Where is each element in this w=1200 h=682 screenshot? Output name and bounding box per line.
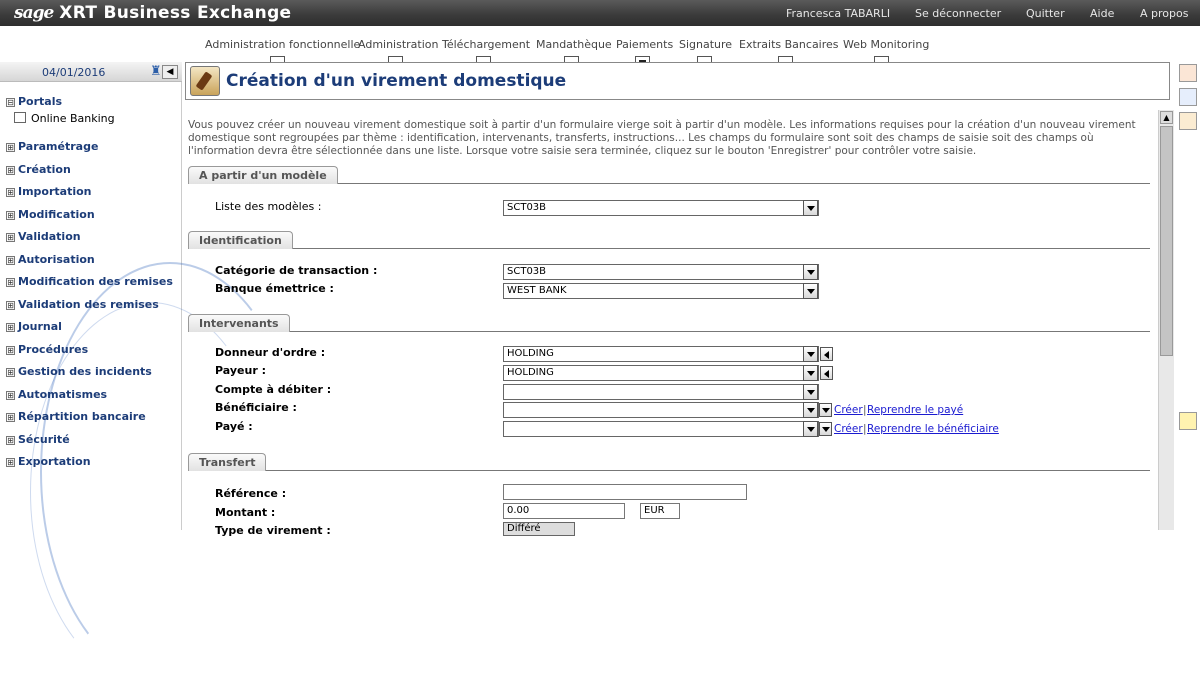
refresh-icon[interactable] bbox=[1179, 412, 1197, 430]
date-bar bbox=[0, 62, 182, 82]
sidebar-item-automatismes[interactable]: ⊞ Automatismes bbox=[7, 388, 108, 401]
donneur-select[interactable]: HOLDING bbox=[503, 346, 819, 362]
dropdown-arrow-icon[interactable] bbox=[803, 402, 818, 418]
nav-paiements[interactable]: Paiements bbox=[616, 38, 674, 51]
banque-label: Banque émettrice : bbox=[215, 282, 334, 295]
link-separator: | bbox=[863, 404, 867, 416]
sidebar-item-securite[interactable]: ⊞ Sécurité bbox=[7, 433, 70, 446]
section-modele-title: A partir d'un modèle bbox=[188, 166, 338, 184]
link-separator: | bbox=[863, 423, 867, 435]
nav-telechargement[interactable]: Téléchargement bbox=[442, 38, 531, 51]
compte-label: Compte à débiter : bbox=[215, 383, 332, 396]
expand-icon[interactable]: ⊞ bbox=[7, 166, 14, 175]
app-brand bbox=[14, 3, 291, 23]
sidebar-item-procedures[interactable]: ⊞ Procédures bbox=[7, 343, 89, 356]
expand-icon[interactable]: ⊞ bbox=[7, 188, 14, 197]
donneur-lookup-icon[interactable] bbox=[820, 347, 833, 361]
calculator-icon[interactable] bbox=[1179, 64, 1197, 82]
top-bar bbox=[0, 0, 1200, 26]
sidebar-item-journal[interactable]: ⊞ Journal bbox=[7, 320, 62, 333]
beneficiaire-label: Bénéficiaire : bbox=[215, 401, 297, 414]
dropdown-arrow-icon[interactable] bbox=[803, 283, 818, 299]
payeur-label: Payeur : bbox=[215, 364, 266, 377]
section-intervenants bbox=[188, 314, 1150, 332]
dropdown-arrow-icon[interactable] bbox=[803, 200, 818, 216]
expand-icon[interactable]: ⊞ bbox=[7, 323, 14, 332]
section-identification-title: Identification bbox=[188, 231, 293, 249]
dropdown-arrow-icon[interactable] bbox=[803, 365, 818, 381]
sidebar-item-creation[interactable]: ⊞ Création bbox=[7, 163, 71, 176]
currency-input[interactable]: EUR bbox=[640, 503, 680, 519]
liste-modeles-select[interactable]: SCT03B bbox=[503, 200, 819, 216]
collapse-left-icon[interactable]: ◀ bbox=[162, 65, 178, 79]
banque-select[interactable]: WEST BANK bbox=[503, 283, 819, 299]
sidebar-item-parametrage[interactable]: ⊞ Paramétrage bbox=[7, 140, 99, 153]
section-modele bbox=[188, 166, 1150, 184]
categorie-select[interactable]: SCT03B bbox=[503, 264, 819, 280]
sidebar-item-repartition-bancaire[interactable]: ⊞ Répartition bancaire bbox=[7, 410, 146, 423]
expand-icon[interactable]: ⊞ bbox=[7, 368, 14, 377]
nav-web-monitoring[interactable]: Web Monitoring bbox=[843, 38, 930, 51]
current-date: 04/01/2016 bbox=[42, 66, 106, 79]
scroll-thumb[interactable] bbox=[1160, 126, 1173, 356]
dropdown-arrow-icon[interactable] bbox=[803, 384, 818, 400]
sidebar-item-modification-remises[interactable]: ⊞ Modification des remises bbox=[7, 275, 173, 288]
expand-icon[interactable]: ⊞ bbox=[7, 391, 14, 400]
type-virement-label: Type de virement : bbox=[215, 524, 331, 537]
quit-link[interactable]: Quitter bbox=[1026, 7, 1065, 20]
liste-modeles-label: Liste des modèles : bbox=[215, 200, 322, 213]
pencil-icon bbox=[190, 66, 220, 96]
payeur-lookup-icon[interactable] bbox=[820, 366, 833, 380]
montant-label: Montant : bbox=[215, 506, 276, 519]
beneficiaire-creer-link[interactable]: Créer bbox=[834, 404, 863, 416]
mail-icon[interactable] bbox=[1179, 88, 1197, 106]
paye-select[interactable] bbox=[503, 421, 819, 437]
section-identification bbox=[188, 231, 1150, 249]
expand-icon[interactable]: ⊞ bbox=[7, 436, 14, 445]
nav-mandatheque[interactable]: Mandathèque bbox=[536, 38, 612, 51]
payeur-select[interactable]: HOLDING bbox=[503, 365, 819, 381]
nav-extraits-bancaires[interactable]: Extraits Bancaires bbox=[739, 38, 839, 51]
sidebar-item-modification[interactable]: ⊞ Modification bbox=[7, 208, 95, 221]
donneur-label: Donneur d'ordre : bbox=[215, 346, 326, 359]
main-content bbox=[185, 110, 1155, 537]
expand-icon[interactable]: ⊞ bbox=[7, 211, 14, 220]
compte-select[interactable] bbox=[503, 384, 819, 400]
section-transfert-title: Transfert bbox=[188, 453, 266, 471]
paye-creer-link[interactable]: Créer bbox=[834, 423, 863, 435]
expand-icon[interactable]: ⊞ bbox=[7, 143, 14, 152]
expand-icon[interactable]: ⊞ bbox=[7, 256, 14, 265]
sidebar-item-online-banking[interactable]: Online Banking bbox=[14, 112, 115, 125]
sage-logo: sage bbox=[14, 3, 54, 23]
expand-icon[interactable]: ⊞ bbox=[7, 233, 14, 242]
expand-icon[interactable]: ⊞ bbox=[7, 458, 14, 467]
about-link[interactable]: A propos bbox=[1140, 7, 1189, 20]
expand-icon[interactable]: ⊞ bbox=[7, 346, 14, 355]
beneficiaire-menu-icon[interactable] bbox=[819, 403, 832, 417]
collapse-icon[interactable]: ⊟ bbox=[7, 98, 14, 107]
nav-signature[interactable]: Signature bbox=[679, 38, 733, 51]
montant-input[interactable]: 0.00 bbox=[503, 503, 625, 519]
user-name: Francesca TABARLI bbox=[786, 7, 891, 20]
nav-administration[interactable]: Administration bbox=[358, 38, 439, 51]
sidebar-item-exportation[interactable]: ⊞ Exportation bbox=[7, 455, 91, 468]
sidebar-item-portals[interactable]: ⊟ Portals bbox=[7, 95, 63, 108]
beneficiaire-select[interactable] bbox=[503, 402, 819, 418]
vertical-scrollbar[interactable] bbox=[1158, 110, 1174, 530]
expand-icon[interactable]: ⊞ bbox=[7, 301, 14, 310]
dropdown-arrow-icon[interactable] bbox=[803, 421, 818, 437]
sidebar-item-validation[interactable]: ⊞ Validation bbox=[7, 230, 81, 243]
nav-admin-fonctionnelle[interactable]: Administration fonctionnelle bbox=[205, 38, 361, 51]
paye-label: Payé : bbox=[215, 420, 253, 433]
help-link[interactable]: Aide bbox=[1090, 7, 1115, 20]
page-header bbox=[185, 62, 1170, 100]
page-title: Création d'un virement domestique bbox=[226, 71, 567, 91]
scroll-up-icon[interactable]: ▲ bbox=[1160, 111, 1173, 124]
expand-icon[interactable]: ⊞ bbox=[7, 413, 14, 422]
pin-icon[interactable]: ♜ bbox=[150, 64, 162, 79]
dropdown-arrow-icon[interactable] bbox=[803, 264, 818, 280]
logout-link[interactable]: Se déconnecter bbox=[915, 7, 1002, 20]
sidebar bbox=[0, 62, 182, 530]
section-intervenants-title: Intervenants bbox=[188, 314, 290, 332]
sidebar-item-importation[interactable]: ⊞ Importation bbox=[7, 185, 92, 198]
home-icon bbox=[14, 112, 26, 123]
type-virement-select[interactable]: Différé bbox=[503, 522, 575, 536]
section-transfert bbox=[188, 453, 1150, 471]
reprendre-beneficiaire-link[interactable]: Reprendre le bénéficiaire bbox=[867, 423, 999, 435]
sidebar-item-autorisation[interactable]: ⊞ Autorisation bbox=[7, 253, 95, 266]
paye-menu-icon[interactable] bbox=[819, 422, 832, 436]
reference-label: Référence : bbox=[215, 487, 287, 500]
reprendre-paye-link[interactable]: Reprendre le payé bbox=[867, 404, 964, 416]
sidebar-item-gestion-incidents[interactable]: ⊞ Gestion des incidents bbox=[7, 365, 152, 378]
intro-text: Vous pouvez créer un nouveau virement domestique soit à partir d'un formulaire vierge soit à partir d'un modèle. Les informations requises pour la création d'un nouveau virement domestique sont regroupées par thème : identification, intervenants, transferts, instructions... Les champs du formulaire sont soit des champs de saisie soit des champs où l'information devra être sélectionnée dans une liste. Lorsque votre saisie sera terminée, cliquez sur le bouton 'Enregistrer' pour contrôler votre saisie. bbox=[188, 119, 1136, 157]
sidebar-item-validation-remises[interactable]: ⊞ Validation des remises bbox=[7, 298, 159, 311]
key-icon[interactable] bbox=[1179, 112, 1197, 130]
dropdown-arrow-icon[interactable] bbox=[803, 346, 818, 362]
app-name: XRT Business Exchange bbox=[59, 3, 292, 23]
right-toolbar bbox=[1176, 62, 1200, 530]
expand-icon[interactable]: ⊞ bbox=[7, 278, 14, 287]
reference-input[interactable] bbox=[503, 484, 747, 500]
categorie-label: Catégorie de transaction : bbox=[215, 264, 378, 277]
